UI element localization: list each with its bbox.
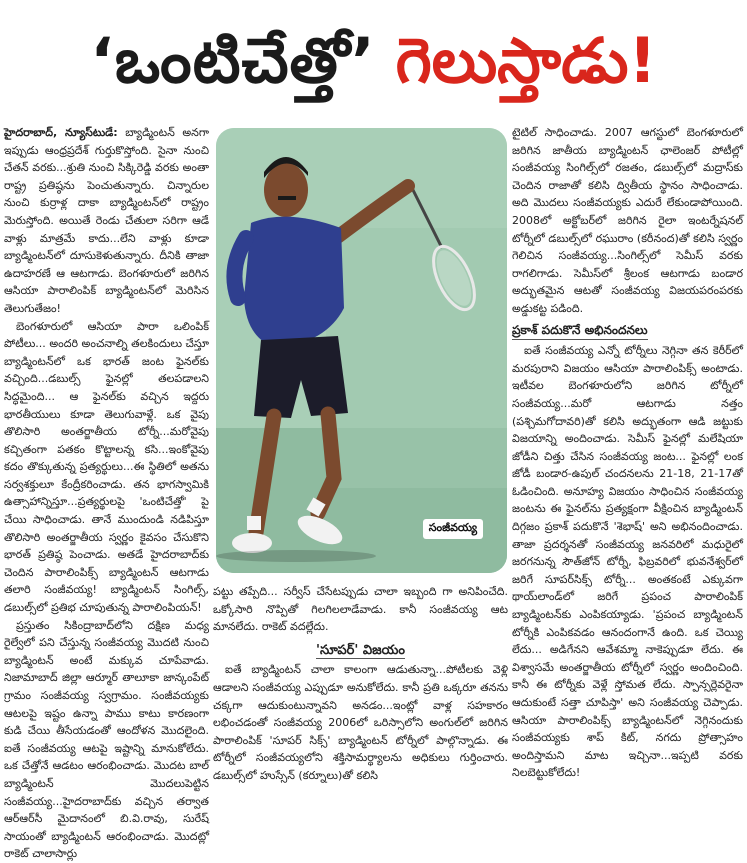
section-subhead-text: 'సూపర్' విజయం: [316, 642, 405, 658]
paragraph: టైటిల్ సాధించాడు. 2007 ఆగస్టులో బెంగళూరులో జరిగిన జాతీయ బ్యాడ్మింటన్ ఛాలెంజర్ పోటీల్లో సంజీవయ్య సింగిల్స్‌లో రజతం, డబుల్స్‌లో మద్రాస్‌కు చెందిన రాజాతో కలిసి ద్వితీయ స్థానం సాధించాడు. అది మొదలు సంజీవయ్యకు ఎదురే లేకుండాపోయింది. 2008లో అక్టోబర్‌లో జరిగిన రైలా ఇంటర్నేషనల్ టోర్నీలో డబుల్స్‌లో రఘురాం (కరీనంద)తో కలిసి స్వర్ణం గెలిచిన సంజీవయ్య...సింగిల్స్‌లో సెమీస్ వరకు రాగలిగాడు. సెమీస్‌లో శ్రీలంక ఆటగాడు బండార అద్భుతమైన ఆటతో సంజీవయ్య విజయపరంపరకు అడ్డుకట్ట పడింది.: [512, 126, 743, 315]
dateline: హైదరాబాద్, న్యూస్‌టుడే:: [4, 126, 118, 139]
section-subhead: [213, 642, 508, 660]
paragraph: ఐతే బ్యాడ్మింటన్ చాలా కాలంగా ఆడుతున్నా...పోటీలకు వెళ్లి ఆడాలని సంజీవయ్య ఎప్పుడూ అనుకోలేదు. కానీ ప్రతి ఒక్కరూ తనను చక్కగా ఆదుకుంటున్నావని అనడం...ఇంట్లో వాళ్ల సహకారం లభించడంతో సంజీవయ్య 2006లో ఒరిస్సాలోని అంగుల్‌లో జరిగిన పారాలింపిక్ 'సూపర్ సిక్స్' బ్యాడ్మింటన్ టోర్నీలో పాల్గొన్నాడు. ఈ టోర్నీలో సంజీవయ్యలోని శక్తిసామర్థ్యాలను అధికులు గుర్తించారు. డబుల్స్‌లో హుస్సేన్ (కర్నూలు)తో కలిసి: [213, 663, 508, 782]
section-subhead: ప్రకాశ్ పదుకొనే అభినందనలు: [512, 322, 648, 341]
paragraph: బెంగళూరులో ఆసియా పారా ఒలింపిక్ పోటీలు... అందరి అంచనాల్ని తలకిందులు చేస్తూ బ్యాడ్మింటన్‌లో ఒక భారత్ జంట ఫైనల్‌కు వచ్చింది...డబుల్స్ ఫైనల్లో తలపడాలని సిద్ధమైంది... ఆ ఫైనల్‌కు వచ్చిన ఇద్దరు భారతీయులు కూడా తెలుగువాళ్లే. ఒక వైపు తొలిసారి అంతర్జాతీయ టోర్నీ...మరోవైపు కచ్చితంగా పతకం కొట్టాలన్న కసి...ఇంకోవైపు కదం తొక్కుతున్న ప్రత్యర్థులు...ఈ స్థితిలో అతను సర్వశక్తులూ కేంద్రీకరించాడు. తన భాగస్వామికి ఉత్సాహాన్నిస్తూ...ప్రత్యర్థులపై 'ఒంటిచేత్తో' పై చేయి సాధించాడు. తానే ముందుండి నడిపిస్తూ తొలిసారి అంతర్జాతీయ స్వర్ణం కైవసం చేసుకొని భారత్ ప్రతిష్ఠ పెంచాడు. అతడే హైదరాబాద్‌కు చెందిన పారాలింపిక్స్ బ్యాడ్మింటన్ ఆటగాడు తలారి సంజీవయ్య! బ్యాడ్మింటన్ సింగిల్స్, డబుల్స్‌లో ప్రతిభ చూపుతున్న పారాలింపియన్!: [4, 319, 209, 615]
left-column: [4, 124, 209, 863]
photo-caption: సంజీవయ్య: [423, 519, 483, 539]
paragraph: ఐతే సంజీవయ్య ఎన్నో టోర్నీలు నెగ్గినా తన కెరీర్‌లో మరపురాని విజయం ఆసియా పారాలింపిక్స్ అంటాడు. ఇటీవల బెంగళూరులోని జరిగిన టోర్నీలో సంజీవయ్య...మరో ఆటగాడు నత్తం (పశ్చిమగోదావరి)తో కలిసి అద్భుతంగా ఆడి జట్టుకు విజయాన్ని అందించాడు. సెమీస్ ఫైనల్లో మలేషియా జోడీని చిత్తు చేసిన సంజీవయ్య జంట... ఫైనల్లో లంక జోడీ బండార-ఉపుల్ చందనలను 21-18, 21-17తో ఓడించింది. అనూహ్య విజయం సాధించిన సంజీవయ్య జంటను ఈ ఫైనల్‌ను ప్రత్యక్షంగా వీక్షించిన బ్యాడ్మింటన్ దిగ్గజం ప్రకాశ్ పదుకొనే 'శెభాష్' అని అభినందించాడు. తాజా ప్రదర్శనతో సంజీవయ్య జనవరిలో మధురైలో జరగనున్న సౌత్‌జోన్ టోర్నీ, ఫిబ్రవరిలో భువనేశ్వర్‌లో జరిగే సూపర్‌సిక్స్ టోర్నీ... అంతకంటే ఎక్కువగా థాయ్‌లాండ్‌లో జరిగే ప్రపంచ పారాలింపిక్ బ్యాడ్మింటన్‌కు ఎంపికయ్యాడు. 'ప్రపంచ బ్యాడ్మింటన్ టోర్నీకి ఎంపికవడం ఆనందంగానే ఉంది. ఒక చెయ్యి లేదు... అడిగేనని ఆవేశమ్మా నాకెప్పుడూ లేదు. ఈ విశ్వాసమే అంతర్జాతీయ టోర్నీలో స్వర్ణం అందించింది. కానీ ఈ టోర్నీకు వెళ్లే స్తోమత లేదు. స్పాన్సర్లెవరైనా ఆదుకుంటే సత్తా చూపిస్తా' అని సంజీవయ్య చెప్పాడు. ఆసియా పారాలింపిక్స్ బ్యాడ్మింటన్‌లో నెగ్గినందుకు సంజీవయ్యకు శాప్ కిట్, నగదు ప్రోత్సాహం అందిస్తామని మాట ఇచ్చినా...ఇప్పటి వరకు నిలబెట్టుకోలేదు!: [512, 344, 743, 780]
paragraph: ప్రస్తుతం సికింద్రాబాద్‌లోని దక్షిణ మధ్య రైల్వేలో పని చేస్తున్న సంజీవయ్య మొదటి నుంచి బ్యాడ్మింటన్ అంటే మక్కువ చూపేవాడు. నిజామాబాద్ జిల్లా ఆర్మూర్ తాలూకా జాన్కంపేట్ గ్రామం సంజీవయ్య స్వగ్రామం. సంజీవయ్యకు ఆటలపై ఇష్టం ఉన్నా పాము కాటు కారణంగా కుడి చేయి తీసేయడంతో ఆందోళన మొదలైంది. ఐతే సంజీవయ్య ఆటపై ఇష్టాన్ని మానుకోలేదు. ఒక చేత్తోనే ఆడటం ఆరంభించాడు. మొదట బాల్ బ్యాడ్మింటన్ మొదలుపెట్టిన సంజీవయ్య...హైదరాబాద్‌కు వచ్చిన తర్వాత ఆర్‌ఆర్‌సీ మైదానంలో బి.వి.రావు, సురేష్ సాయంతో బ్యాడ్మింటన్ ఆరంభించాడు. మొదట్లో రాకెట్ చాలాసార్లు: [4, 618, 209, 861]
right-column: [512, 124, 743, 782]
paragraph-text: బ్యాడ్మింటన్ అనగా ఇప్పుడు ఆంధ్రప్రదేశ్ గుర్తుకొస్తోంది. సైనా నుంచి చేతన్ వరకు...శ్రుతి నుంచి సిక్కిరెడ్డి వరకు అంతా రాష్ట్ర ప్రతిష్ఠను పెంచుతున్నారు. చిన్నారుల నుంచి కుర్రాళ్ల దాకా బ్యాడ్మింటన్‌లో రాష్ట్రం మెరుస్తోంది. అయితే రెండు చేతులా సరిగా ఆడే వాళ్లు మాత్రమే కాదు...లేని వాళ్లు కూడా బ్యాడ్మింటన్‌లో దూసుకెళుతున్నారు. దీనికి తాజా ఉదాహరణే ఆ ఆటగాడు. బెంగళూరులో జరిగిన ఆసియా పారాలింపిక్ బ్యాడ్మింటన్‌లో మెరిసిన తెలుగుతేజం!: [4, 126, 210, 315]
player-photo: [216, 128, 507, 573]
badminton-player-illustration: [216, 128, 507, 573]
paragraph: పట్టు తప్పేది... సర్వీస్ చేసేటప్పుడు చాలా ఇబ్బంది గా అనిపించేది. ఒక్కోసారి నొప్పితో గిలగిలలాడేవాడు. కానీ సంజీవయ్య ఆట మానలేదు. రాకెట్ వదల్లేదు.: [213, 585, 508, 634]
headline-quoted: ‘ఒంటిచేత్తో’: [90, 24, 376, 97]
lead-paragraph: [4, 124, 209, 318]
headline: [0, 18, 747, 118]
headline-main: గెలుస్తాడు!: [395, 24, 657, 97]
middle-column: [213, 583, 508, 785]
